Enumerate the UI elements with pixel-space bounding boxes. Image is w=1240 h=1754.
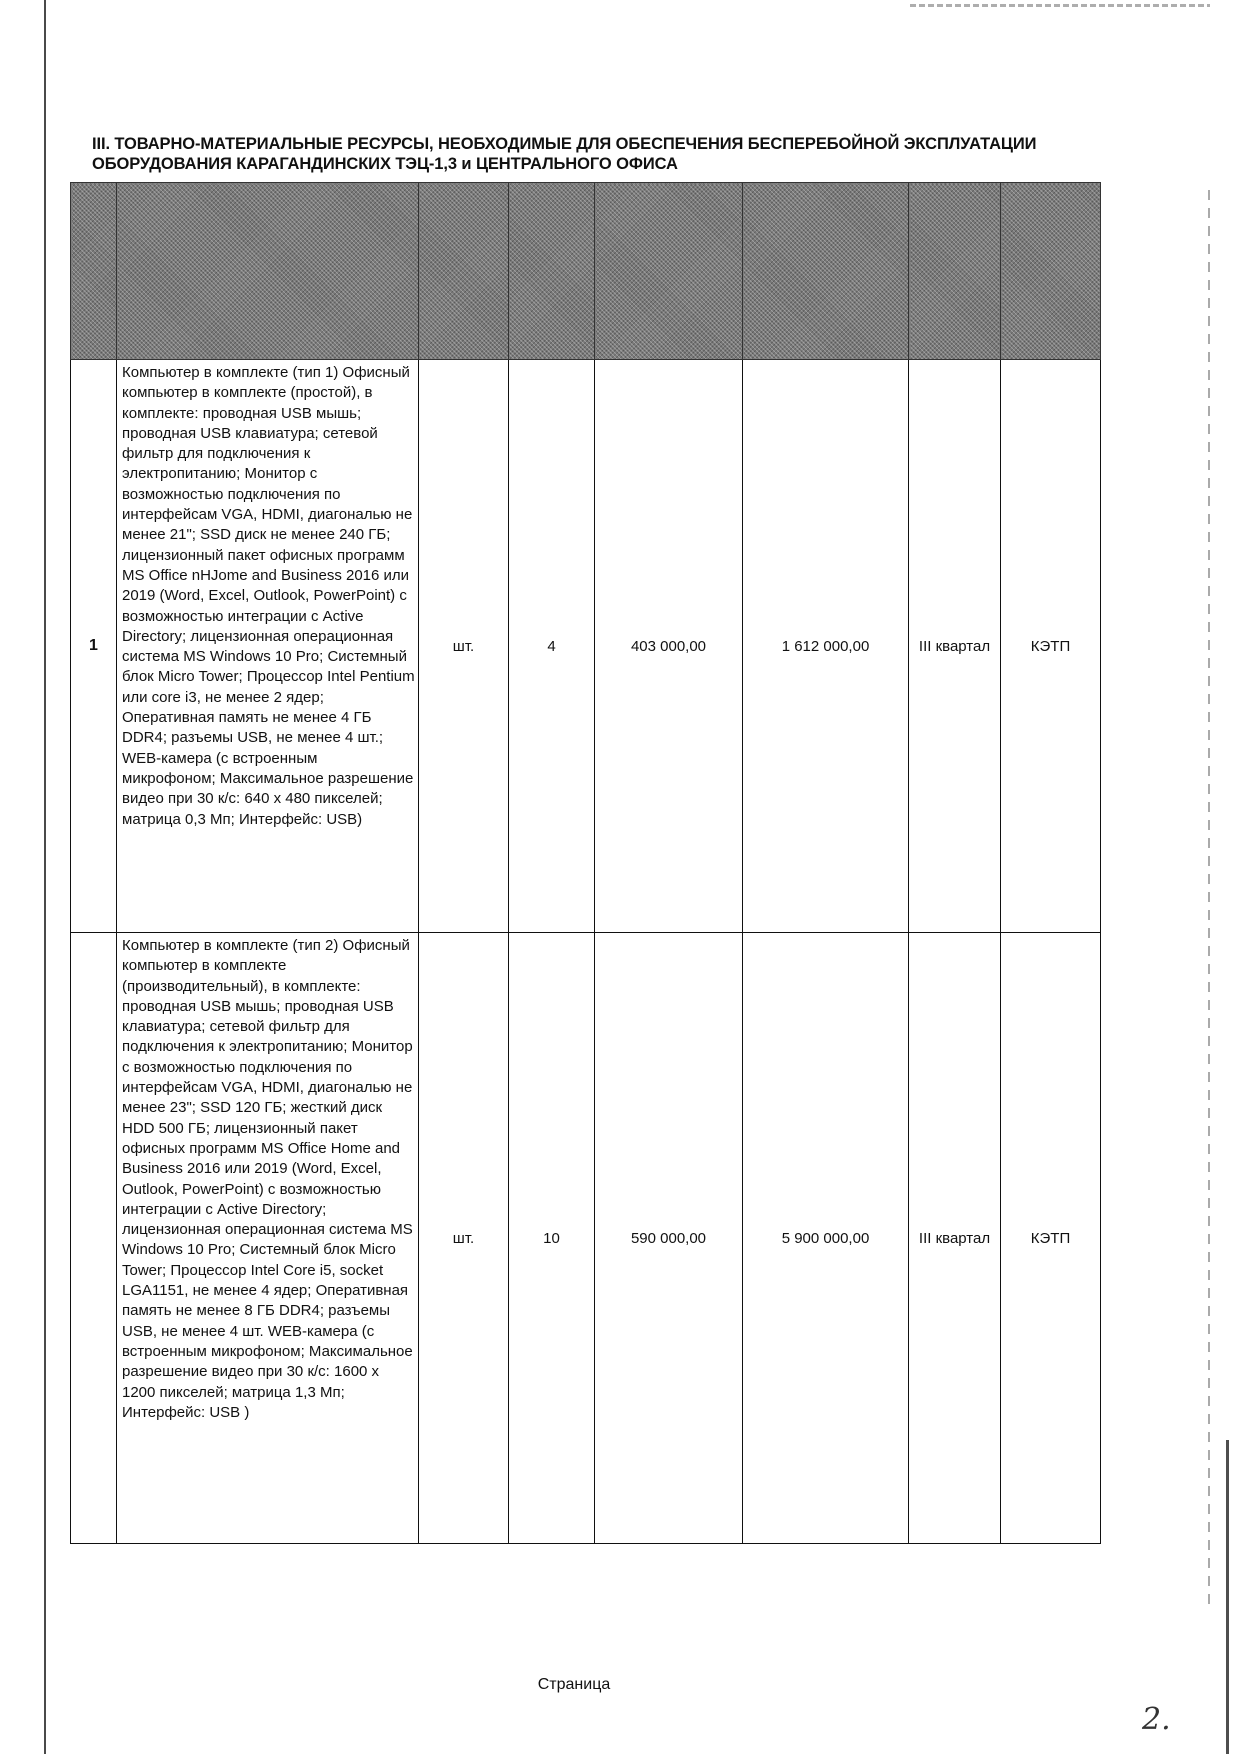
section-heading [92, 134, 1102, 174]
quantity-cell: 10 [509, 933, 595, 1544]
header-cell [117, 183, 419, 360]
table-header-row-obscured [71, 183, 1101, 360]
unit-cell: шт. [419, 933, 509, 1544]
total-cost-cell: 1 612 000,00 [743, 360, 909, 933]
scan-edge-right-bottom [1226, 1440, 1229, 1754]
heading-line-2: ОБОРУДОВАНИЯ КАРАГАНДИНСКИХ ТЭЦ-1,3 и ЦЕНТРАЛЬНОГО ОФИСА [92, 155, 678, 173]
item-description: Компьютер в комплекте (тип 1) Офисный компьютер в комплекте (простой), в комплекте: проводная USB мышь; проводная USB клавиатура; сетевой фильтр для подключения к электропитанию; Монитор с возможностью подключения по интерфейсам VGA, HDMI, диагональю не менее 21"; SSD диск не менее 240 ГБ; лицензионный пакет офисных программ MS Office nHJome and Business 2016 или 2019 (Word, Excel, Outlook, PowerPoint) с возможностью интеграции с Active Directory; лицензионная операционная система MS Windows 10 Pro; Системный блок Micro Tower; Процессор Intel Pentium или core i3, не менее 2 ядер; Оперативная память не менее 4 ГБ DDR4; разъемы USB, не менее 4 шт.; WEB-камера (с встроенным микрофоном; Максимальное разрешение видео при 30 к/с: 640 x 480 пикселей; матрица 0,3 Мп; Интерфейс: USB) [117, 360, 419, 933]
header-cell [1001, 183, 1101, 360]
unit-cell: шт. [419, 360, 509, 933]
row-number [71, 933, 117, 1544]
scan-edge-left [44, 0, 46, 1754]
header-cell [595, 183, 743, 360]
header-cell [743, 183, 909, 360]
organization-cell: КЭТП [1001, 360, 1101, 933]
organization-cell: КЭТП [1001, 933, 1101, 1544]
header-cell [419, 183, 509, 360]
quantity-cell: 4 [509, 360, 595, 933]
header-cell [71, 183, 117, 360]
table-row [71, 933, 1101, 1544]
row-number: 1 [71, 360, 117, 933]
resources-table [70, 182, 1101, 1544]
unit-price-cell: 403 000,00 [595, 360, 743, 933]
scan-edge-right [1208, 190, 1210, 1610]
table-row [71, 360, 1101, 933]
heading-line-1: III. ТОВАРНО-МАТЕРИАЛЬНЫЕ РЕСУРСЫ, НЕОБХОДИМЫЕ ДЛЯ ОБЕСПЕЧЕНИЯ БЕСПЕРЕБОЙНОЙ ЭКСПЛУАТАЦИИ [92, 135, 1037, 153]
period-cell: III квартал [909, 360, 1001, 933]
page-label: Страница [537, 1676, 611, 1693]
total-cost-cell: 5 900 000,00 [743, 933, 909, 1544]
scan-edge-top [910, 4, 1210, 7]
unit-price-cell: 590 000,00 [595, 933, 743, 1544]
period-cell: III квартал [909, 933, 1001, 1544]
header-cell [509, 183, 595, 360]
handwritten-page-number: 2. [1142, 1702, 1171, 1737]
item-description: Компьютер в комплекте (тип 2) Офисный компьютер в комплекте (производительный), в комплекте: проводная USB мышь; проводная USB клавиатура; сетевой фильтр для подключения к электропитанию; Монитор с возможностью подключения по интерфейсам VGA, HDMI, диагональю не менее 23"; SSD 120 ГБ; жесткий диск HDD 500 ГБ; лицензионный пакет офисных программ MS Office Home and Business 2016 или 2019 (Word, Excel, Outlook, PowerPoint) с возможностью интеграции с Active Directory; лицензионная операционная система MS Windows 10 Pro; Системный блок Micro Tower; Процессор Intel Core i5, socket LGA1151, не менее 4 ядер; Оперативная память не менее 8 ГБ DDR4; разъемы USB, не менее 4 шт. WEB-камера (с встроенным микрофоном; Максимальное разрешение видео при 30 к/с: 1600 x 1200 пикселей; матрица 1,3 Мп; Интерфейс: USB ) [117, 933, 419, 1544]
header-cell [909, 183, 1001, 360]
